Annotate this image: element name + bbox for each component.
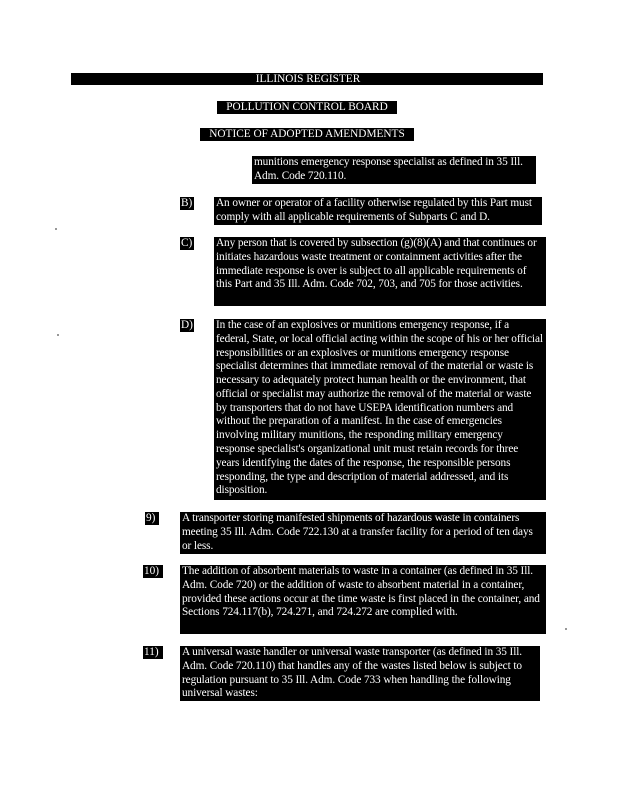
register-title: ILLINOIS REGISTER — [247, 73, 369, 85]
subsection-b-label: B) — [181, 197, 193, 209]
item-11-text: A universal waste handler or universal waste transporter (as defined in 35 Ill. Adm. Code 720.110) that handles any of the wastes listed below is subject to regulation pursuant to 35 Ill. Adm. Code 733 when handling the following universal wastes: — [180, 646, 540, 701]
scan-speck — [57, 334, 59, 336]
subsection-d-label: D) — [181, 319, 193, 331]
subsection-c-label: C) — [181, 237, 193, 249]
scan-speck — [565, 628, 567, 630]
subsection-c-text: Any person that is covered by subsection (g)(8)(A) and that continues or initiates hazardous waste treatment or containment activities after the immediate response is over is subject to all applicable requirements of this Part and 35 Ill. Adm. Code 702, 703, and 705 for those activities. — [214, 237, 546, 306]
scan-speck — [55, 228, 57, 230]
item-10-text: The addition of absorbent materials to waste in a container (as defined in 35 Ill. Adm. Code 720) or the addition of waste to absorbent material in a container, provided these actions occur at the time waste is first placed in the container, and Sections 724.117(b), 724.271, and 724.272 are complied with. — [180, 565, 546, 634]
item-9-label: 9) — [145, 512, 159, 525]
item-11-label: 11) — [143, 646, 163, 659]
item-10-label: 10) — [143, 565, 163, 578]
item-9-text: A transporter storing manifested shipments of hazardous waste in containers meeting 35 Ill. Adm. Code 722.130 at a transfer facility for a period of ten days or less. — [180, 512, 546, 554]
subsection-d-text: In the case of an explosives or munitions emergency response, if a federal, State, or local official acting within the scope of his or her official responsibilities or an explosives or munitions emergency response specialist determines that immediate removal of the material or waste is necessary to adequately protect human health or the environment, that official or specialist may authorize the removal of the material or waste by transporters that do not have USEPA identification numbers and without the preparation of a manifest. In the case of emergencies involving military munitions, the responding military emergency response specialist's organizational unit must retain records for three years identifying the dates of the response, the responsible persons responding, the type and description of material addressed, and its disposition. — [214, 319, 546, 500]
continuation-text: munitions emergency response specialist as defined in 35 Ill. Adm. Code 720.110. — [252, 156, 536, 184]
subsection-b-text: An owner or operator of a facility otherwise regulated by this Part must comply with all applicable requirements of Subparts C and D. — [214, 197, 542, 225]
board-name: POLLUTION CONTROL BOARD — [217, 101, 397, 114]
notice-title: NOTICE OF ADOPTED AMENDMENTS — [200, 128, 414, 141]
